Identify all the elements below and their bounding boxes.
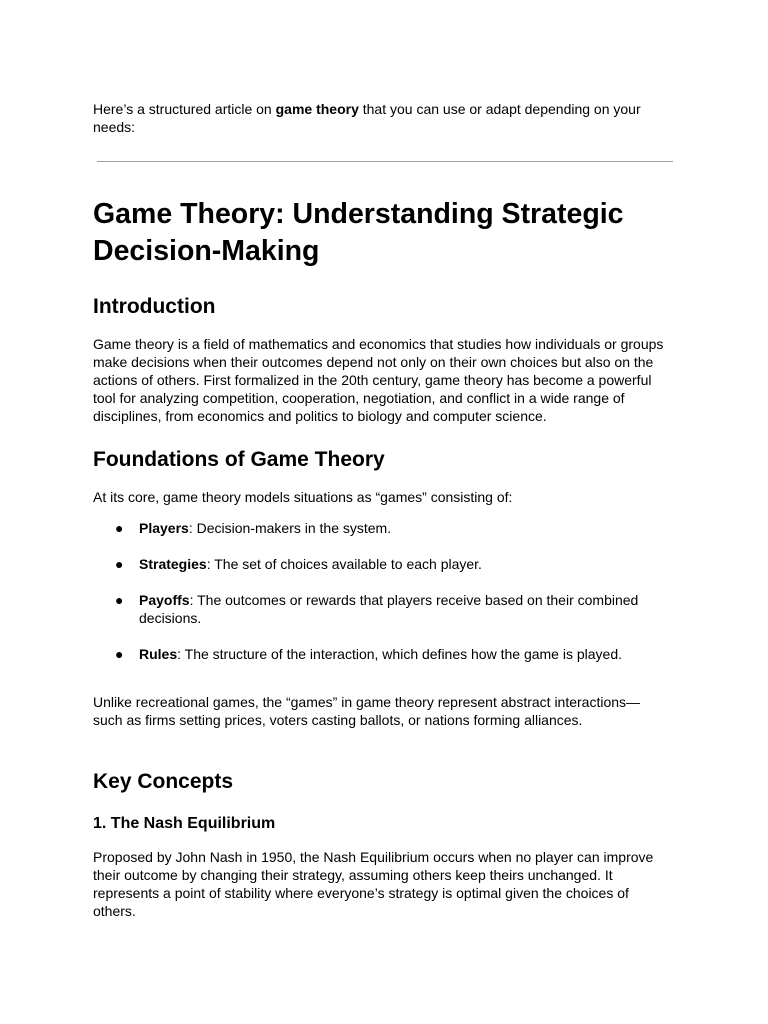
list-item-rules xyxy=(93,645,671,663)
foundations-list xyxy=(93,519,671,681)
introduction-paragraph: Game theory is a field of mathematics and economics that studies how individuals or groups make decisions when their outcomes depend not only on their own choices but also on the actions of others. First formalized in the 20th century, game theory has become a powerful tool for analyzing competition, cooperation, negotiation, and conflict in a wide range of disciplines, from economics and politics to biology and computer science. xyxy=(93,336,664,424)
list-item-desc: : The outcomes or rewards that players receive based on their combined decisions. xyxy=(139,592,639,626)
list-item-strategies xyxy=(93,555,671,573)
list-item-term: Strategies xyxy=(139,556,207,572)
foundations-lead-paragraph: At its core, game theory models situations as “games” consisting of: xyxy=(93,489,513,505)
intro-paragraph xyxy=(93,100,663,136)
intro-bold-term: game theory xyxy=(275,101,359,117)
bullet-icon: ● xyxy=(115,520,124,536)
list-item-desc: : The set of choices available to each player. xyxy=(206,556,482,572)
heading-key-concepts: Key Concepts xyxy=(93,770,234,793)
foundations-closing-paragraph: Unlike recreational games, the “games” in game theory represent abstract interactions—such as firms setting prices, voters casting ballots, or nations forming alliances. xyxy=(93,694,641,728)
heading-foundations: Foundations of Game Theory xyxy=(93,448,385,471)
list-item-desc: : Decision-makers in the system. xyxy=(188,520,392,536)
list-item-term: Rules xyxy=(139,646,178,662)
horizontal-rule xyxy=(97,161,673,162)
list-item-term: Players xyxy=(139,520,189,536)
list-item-players xyxy=(93,519,671,537)
list-item-desc: : The structure of the interaction, which defines how the game is played. xyxy=(177,646,623,662)
heading-nash-equilibrium: 1. The Nash Equilibrium xyxy=(93,815,276,832)
bullet-icon: ● xyxy=(115,592,124,608)
intro-text-before: Here’s a structured article on xyxy=(93,101,276,117)
bullet-icon: ● xyxy=(115,556,124,572)
list-item-payoffs xyxy=(93,591,671,627)
nash-paragraph: Proposed by John Nash in 1950, the Nash Equilibrium occurs when no player can improve their outcome by changing their strategy, assuming others keep theirs unchanged. It represents a point of stability where everyone’s strategy is optimal given the choices of others. xyxy=(93,849,654,919)
intro-text-after: that you can use or adapt depending on your needs: xyxy=(93,101,641,135)
article-title: Game Theory: Understanding Strategic Decision-Making xyxy=(93,198,624,267)
bullet-icon: ● xyxy=(115,646,124,662)
heading-introduction: Introduction xyxy=(93,295,216,318)
list-item-term: Payoffs xyxy=(139,592,190,608)
